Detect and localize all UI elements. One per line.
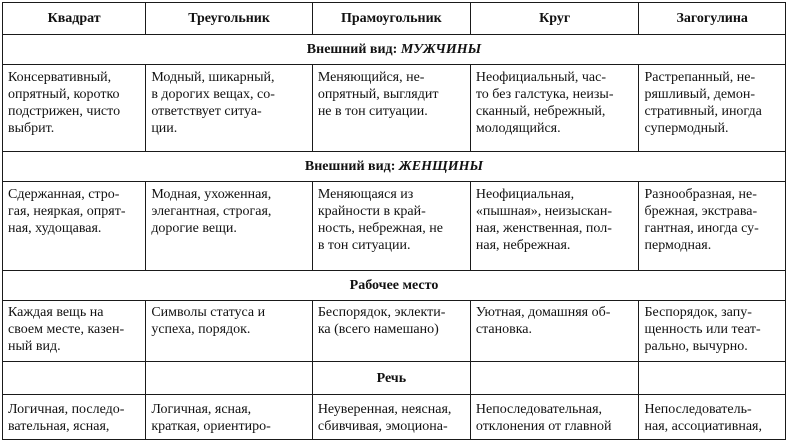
section-empty-cell xyxy=(146,362,313,395)
table-row xyxy=(3,65,786,152)
section-title: Речь xyxy=(312,362,470,395)
comparison-table xyxy=(2,2,786,440)
table-row xyxy=(3,395,786,440)
table-row xyxy=(3,301,786,362)
section-empty-cell xyxy=(3,362,146,395)
table-cell: Беспорядок, эклекти- ка (всего намешано) xyxy=(312,301,470,362)
section-row-appearance-women xyxy=(3,152,786,182)
section-title: Внешний вид: МУЖЧИНЫ xyxy=(3,35,786,65)
table-cell: Неуверенная, неясная, сбивчивая, эмоциона- xyxy=(312,395,470,440)
header-zagogulina: Загогулина xyxy=(639,3,786,35)
table-cell: Меняющаяся из крайности в край- ность, небрежная, не в тон ситуации. xyxy=(312,182,470,271)
table-cell: Непоследовательная, отклонения от главной xyxy=(470,395,639,440)
table-cell: Модная, ухоженная, элегантная, строгая, дорогие вещи. xyxy=(146,182,313,271)
table-cell: Беспорядок, запу- щенность или теат- рально, вычурно. xyxy=(639,301,786,362)
table-cell: Уютная, домашняя об- становка. xyxy=(470,301,639,362)
table-cell: Консервативный, опрятный, коротко подстрижен, чисто выбрит. xyxy=(3,65,146,152)
header-row xyxy=(3,3,786,35)
section-empty-cell xyxy=(639,362,786,395)
table-cell: Каждая вещь на своем месте, казен- ный вид. xyxy=(3,301,146,362)
table-cell: Непоследователь- ная, ассоциативная, xyxy=(639,395,786,440)
table-row xyxy=(3,182,786,271)
table-cell: Неофициальная, «пышная», неизыскан- ная, женственная, пол- ная, небрежная. xyxy=(470,182,639,271)
table-cell: Растрепанный, не- ряшливый, демон- стративный, иногда супермодный. xyxy=(639,65,786,152)
table-cell: Разнообразная, не- брежная, экстрава- гантная, иногда су- пермодная. xyxy=(639,182,786,271)
header-krug: Круг xyxy=(470,3,639,35)
section-row-speech xyxy=(3,362,786,395)
table-cell: Логичная, ясная, краткая, ориентиро- xyxy=(146,395,313,440)
section-title: Внешний вид: ЖЕНЩИНЫ xyxy=(3,152,786,182)
table-cell: Меняющийся, не- опрятный, выглядит не в тон ситуации. xyxy=(312,65,470,152)
header-pryamougolnik: Прамоугольник xyxy=(312,3,470,35)
section-title: Рабочее место xyxy=(3,271,786,301)
section-row-workplace xyxy=(3,271,786,301)
table-cell: Модный, шикарный, в дорогих вещах, со- ответствует ситуа- ции. xyxy=(146,65,313,152)
table-cell: Сдержанная, стро- гая, неяркая, опрят- ная, худощавая. xyxy=(3,182,146,271)
table-cell: Логичная, последо- вательная, ясная, xyxy=(3,395,146,440)
header-treugolnik: Треугольник xyxy=(146,3,313,35)
section-empty-cell xyxy=(470,362,639,395)
section-row-appearance-men xyxy=(3,35,786,65)
table-cell: Неофициальный, час- то без галстука, неизы- сканный, небрежный, молодящийся. xyxy=(470,65,639,152)
header-kvadrat: Квадрат xyxy=(3,3,146,35)
table-cell: Символы статуса и успеха, порядок. xyxy=(146,301,313,362)
